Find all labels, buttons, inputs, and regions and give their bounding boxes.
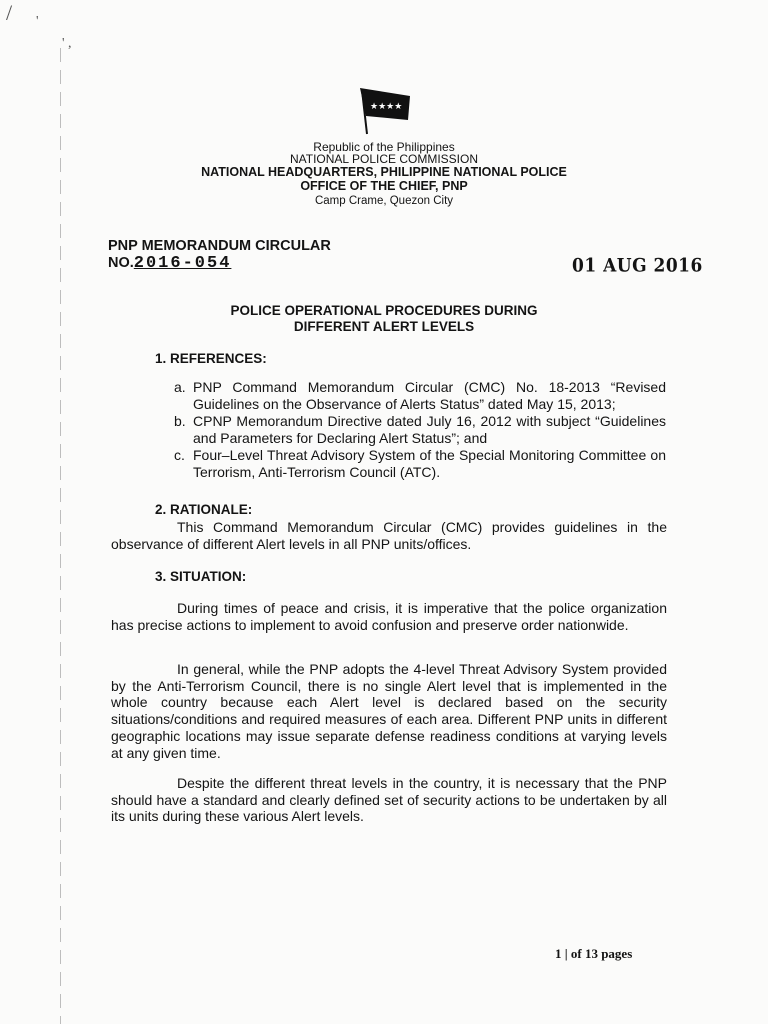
- reference-marker: c.: [174, 447, 185, 463]
- scan-mark: /: [6, 0, 13, 25]
- document-title-line2: DIFFERENT ALERT LEVELS: [293, 319, 475, 334]
- date-stamp: 01 AUG 2016: [572, 255, 703, 277]
- page-number: 1 | of 13 pages: [555, 946, 633, 961]
- circular-no-label: NO.: [108, 255, 134, 271]
- pnp-chief-flag-icon: [340, 82, 420, 138]
- reference-text: Four–Level Threat Advisory System of the Special Monitoring Committee on Terrorism, Anti-Terrorism Council (ATC).: [193, 447, 666, 481]
- section-heading-rationale: 2. RATIONALE:: [155, 502, 253, 517]
- reference-marker: a.: [174, 379, 186, 395]
- document-title-line1: POLICE OPERATIONAL PROCEDURES DURING: [230, 303, 538, 318]
- svg-text:★★★★: ★★★★: [370, 102, 403, 112]
- section-heading-references: 1. REFERENCES:: [155, 351, 267, 366]
- scan-mark: ': [36, 14, 39, 29]
- scan-mark: ' ,: [62, 36, 72, 51]
- circular-number: 2016-054: [133, 254, 232, 273]
- header-office: OFFICE OF THE CHIEF, PNP: [300, 179, 468, 193]
- header-commission: NATIONAL POLICE COMMISSION: [289, 152, 479, 166]
- circular-number-line: [108, 254, 231, 273]
- reference-text: PNP Command Memorandum Circular (CMC) No. 18-2013 “Revised Guidelines on the Observance of Alerts Status” dated May 15, 2013;: [193, 379, 666, 413]
- header-republic: Republic of the Philippines: [313, 140, 455, 154]
- reference-item: [174, 447, 666, 482]
- reference-item: [174, 413, 666, 448]
- situation-paragraph: During times of peace and crisis, it is imperative that the police organization has precise actions to implement to avoid confusion and preserve order nationwide.: [111, 600, 667, 633]
- section-heading-situation: 3. SITUATION:: [155, 569, 247, 584]
- situation-paragraph: Despite the different threat levels in the country, it is necessary that the PNP should have a standard and clearly defined set of security actions to be undertaken by all its units during these various Alert levels.: [111, 775, 667, 825]
- reference-text: CPNP Memorandum Directive dated July 16, 2012 with subject “Guidelines and Parameters for Declaring Alert Status”; and: [193, 413, 666, 447]
- situation-paragraph: In general, while the PNP adopts the 4-level Threat Advisory System provided by the Anti-Terrorism Council, there is no single Alert level that is implemented in the whole country because each Alert level is declared based on the security situations/conditions and required measures of each area. Different PNP units in different geographic locations may issue separate defense readiness conditions at varying levels at any given time.: [111, 661, 667, 761]
- header-location: Camp Crame, Quezon City: [314, 195, 454, 207]
- circular-label: PNP MEMORANDUM CIRCULAR: [108, 238, 331, 254]
- header-hq: NATIONAL HEADQUARTERS, PHILIPPINE NATIONAL POLICE: [201, 165, 567, 179]
- rationale-text: This Command Memorandum Circular (CMC) provides guidelines in the observance of different Alert levels in all PNP units/offices.: [111, 519, 667, 552]
- reference-marker: b.: [174, 413, 186, 429]
- reference-item: [174, 379, 666, 414]
